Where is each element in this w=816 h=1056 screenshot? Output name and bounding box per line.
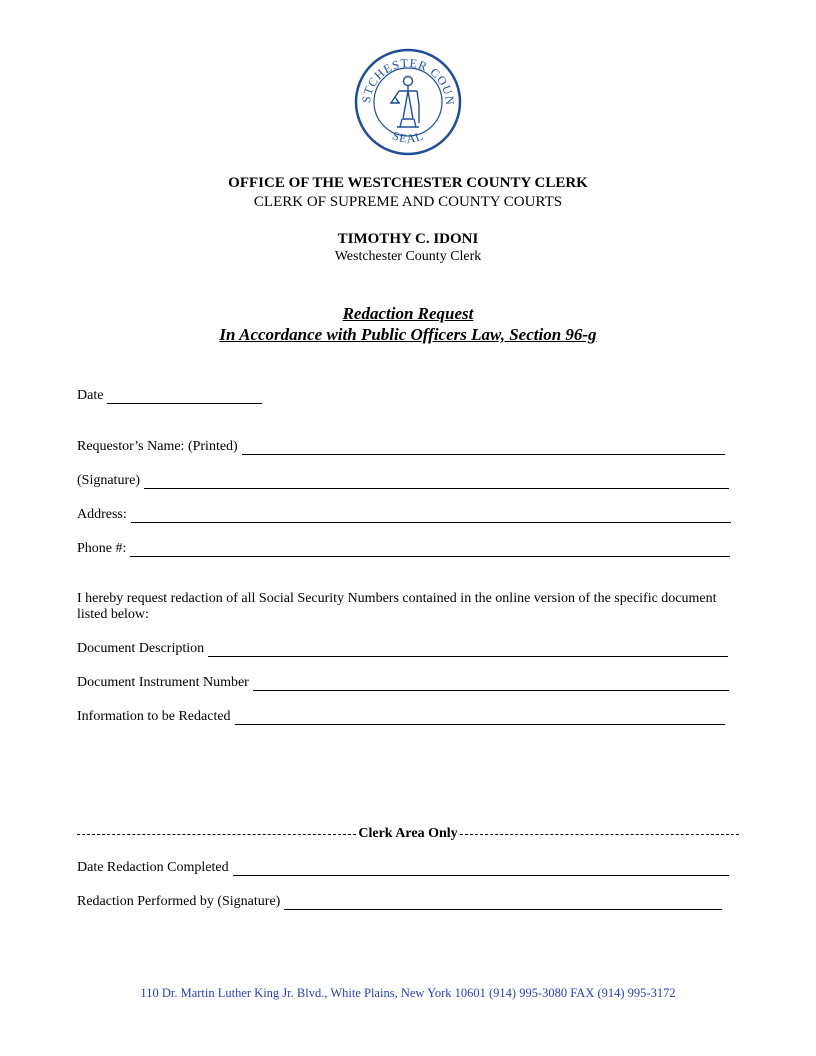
clerk-area-dash-left: [77, 834, 356, 835]
lady-justice-figure: [390, 77, 419, 128]
performed-by-label: Redaction Performed by (Signature): [77, 894, 281, 909]
county-seal-graphic: [353, 47, 463, 157]
office-subtitle: CLERK OF SUPREME AND COUNTY COURTS: [253, 194, 563, 210]
footer-address: 110 Dr. Martin Luther King Jr. Blvd., White Plains, New York 10601 (914) 995-3080 FAX (914) 995-3172: [140, 986, 676, 1000]
seal-ring-bottom-text: [390, 128, 425, 145]
requestor-name-line[interactable]: [242, 442, 725, 455]
county-seal: [353, 47, 463, 157]
phone-line[interactable]: [130, 544, 730, 557]
date-completed-line[interactable]: [233, 863, 729, 876]
form-subtitle: In Accordance with Public Officers Law, Section 96-g: [219, 325, 597, 344]
address-line[interactable]: [131, 510, 731, 523]
info-redacted-field[interactable]: [77, 709, 725, 725]
request-paragraph: I hereby request redaction of all Social Security Numbers contained in the online version of the specific document listed below:: [77, 591, 717, 622]
date-completed-field[interactable]: [77, 860, 729, 876]
phone-label: Phone #:: [77, 541, 127, 556]
office-title: OFFICE OF THE WESTCHESTER COUNTY CLERK: [228, 175, 588, 191]
clerk-role: Westchester County Clerk: [334, 249, 482, 264]
doc-description-label: Document Description: [77, 641, 205, 656]
info-redacted-line[interactable]: [235, 712, 725, 725]
clerk-area-dash-right: [460, 834, 739, 835]
date-completed-label: Date Redaction Completed: [77, 860, 229, 875]
seal-ring-top-textpath: STCHESTER COUN: [358, 55, 458, 107]
date-label: Date: [77, 388, 104, 403]
clerk-area-label: Clerk Area Only: [358, 826, 458, 841]
date-field[interactable]: [77, 388, 262, 404]
date-line[interactable]: [107, 391, 262, 404]
info-redacted-label: Information to be Redacted: [77, 709, 231, 724]
signature-label: (Signature): [77, 473, 140, 488]
phone-field[interactable]: [77, 541, 730, 557]
performed-by-field[interactable]: [77, 894, 722, 910]
doc-description-line[interactable]: [208, 644, 728, 657]
doc-instrument-line[interactable]: [253, 678, 729, 691]
doc-description-field[interactable]: [77, 641, 728, 657]
requestor-name-label: Requestor’s Name: (Printed): [77, 439, 238, 454]
signature-field[interactable]: [77, 473, 729, 489]
form-title: Redaction Request: [342, 304, 474, 323]
seal-ring-bottom-textpath: SEAL: [390, 128, 426, 146]
clerk-name: TIMOTHY C. IDONI: [337, 231, 479, 247]
doc-instrument-field[interactable]: [77, 675, 729, 691]
requestor-name-field[interactable]: [77, 439, 725, 455]
address-field[interactable]: [77, 507, 731, 523]
signature-line[interactable]: [144, 476, 729, 489]
doc-instrument-label: Document Instrument Number: [77, 675, 249, 690]
clerk-area-separator: [77, 826, 739, 842]
address-label: Address:: [77, 507, 127, 522]
performed-by-line[interactable]: [284, 897, 722, 910]
